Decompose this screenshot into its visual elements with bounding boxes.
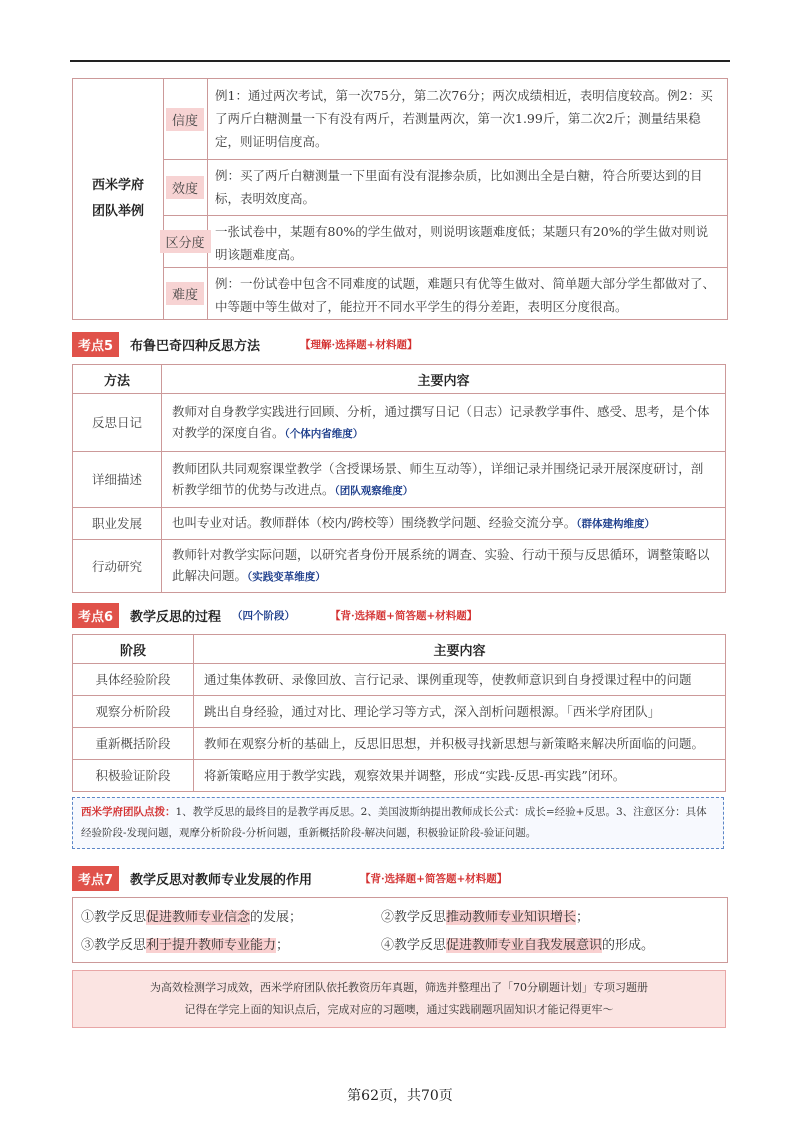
table-row bbox=[73, 728, 726, 760]
table-row bbox=[73, 664, 726, 696]
role-item-1: ①教学反思促进教师专业信念的发展； bbox=[81, 910, 303, 925]
method-name: 职业发展 bbox=[73, 508, 162, 540]
method-name: 反思日记 bbox=[73, 394, 162, 452]
col-header-content: 主要内容 bbox=[162, 365, 726, 394]
section6-tag: 考点6 bbox=[72, 603, 119, 628]
section7-tag: 考点7 bbox=[72, 866, 119, 891]
methods-table bbox=[72, 364, 726, 593]
practice-promo-box bbox=[72, 970, 726, 1028]
stage-content: 教师在观察分析的基础上，反思旧思想，并积极寻找新思想与新策略来解决所面临的问题。 bbox=[194, 728, 726, 760]
role-item-2: ②教学反思推动教师专业知识增长； bbox=[381, 910, 590, 925]
section5-note: 【理解·选择题+材料题】 bbox=[300, 339, 418, 351]
tip-text: 1、教学反思的最终目的是教学再反思。2、美国波斯纳提出教师成长公式：成长=经验+反思。3、注意区分：具体经验阶段-发现问题，观摩分析阶段-分析问题，重新概括阶段-解决问题，积极验证阶段-验证问题。 bbox=[81, 806, 707, 839]
roles-grid bbox=[72, 897, 728, 963]
stage-name: 观察分析阶段 bbox=[73, 696, 194, 728]
dimension-label: （实践变革维度） bbox=[247, 571, 326, 583]
stage-content: 通过集体教研、录像回放、言行记录、课例重现等，使教师意识到自身授课过程中的问题 bbox=[194, 664, 726, 696]
table-header-row bbox=[73, 635, 726, 664]
group-label bbox=[73, 79, 164, 319]
method-content: 也叫专业对话。教师群体（校内/跨校等）围绕教学问题、经验交流分享。（群体建构维度） bbox=[162, 508, 726, 540]
table-row bbox=[73, 760, 726, 792]
section6-title: 教学反思的过程 bbox=[130, 610, 222, 625]
table-header-row bbox=[73, 365, 726, 394]
stage-name: 具体经验阶段 bbox=[73, 664, 194, 696]
col-header-method: 方法 bbox=[73, 365, 162, 394]
stage-name: 积极验证阶段 bbox=[73, 760, 194, 792]
col-header-content: 主要内容 bbox=[194, 635, 726, 664]
section7-note: 【背·选择题+简答题+材料题】 bbox=[360, 873, 508, 885]
table-row bbox=[73, 394, 726, 452]
table-row bbox=[163, 159, 727, 216]
tip-label: 西米学府团队点拨： bbox=[81, 806, 176, 818]
dimension-label: （个体内省维度） bbox=[284, 427, 364, 440]
role-item-3: ③教学反思利于提升教师专业能力； bbox=[81, 938, 290, 953]
row-label-validity: 效度 bbox=[163, 159, 208, 215]
section6-note: 【背·选择题+简答题+材料题】 bbox=[330, 610, 478, 622]
method-name: 行动研究 bbox=[73, 540, 162, 593]
group-label-line2: 团队举例 bbox=[91, 204, 144, 219]
table-row bbox=[73, 452, 726, 508]
row-text: 例：买了两斤白糖测量一下里面有没有混掺杂质，比如测出全是白糖，符合所要达到的目标，表明效度高。 bbox=[215, 168, 703, 206]
section7-title: 教学反思对教师专业发展的作用 bbox=[130, 873, 313, 888]
example-table bbox=[72, 78, 728, 320]
section6-sub: （四个阶段） bbox=[232, 610, 295, 622]
row-text: 例：一份试卷中包含不同难度的试题，难题只有优等生做对、简单题大部分学生都做对了、中等题中等生做对了，能拉开不同水平学生的得分差距，表明区分度很高。 bbox=[215, 276, 716, 314]
table-row bbox=[163, 215, 727, 268]
group-label-line1: 西米学府 bbox=[91, 178, 144, 193]
row-label-reliability: 信度 bbox=[163, 79, 208, 159]
method-name: 详细描述 bbox=[73, 452, 162, 508]
col-header-stage: 阶段 bbox=[73, 635, 194, 664]
stage-content: 跳出自身经验，通过对比、理论学习等方式，深入剖析问题根源。「西米学府团队」 bbox=[194, 696, 726, 728]
method-content: 教师对自身教学实践进行回顾、分析，通过撰写日记（日志）记录教学事件、感受、思考，是个体对教学的深度自省。（个体内省维度） bbox=[162, 394, 726, 452]
row-label-discrimination: 区分度 bbox=[163, 215, 208, 267]
table-row bbox=[163, 267, 727, 319]
table-row bbox=[163, 79, 727, 160]
table-row bbox=[73, 508, 726, 540]
row-label-difficulty: 难度 bbox=[163, 267, 208, 319]
section5-title: 布鲁巴奇四种反思方法 bbox=[130, 339, 261, 354]
method-content: 教师团队共同观察课堂教学（含授课场景、师生互动等），详细记录并围绕记录开展深度研讨，剖析教学细节的优势与改进点。（团队观察维度） bbox=[162, 452, 726, 508]
table-row bbox=[73, 540, 726, 593]
dimension-label: （群体建构维度） bbox=[576, 518, 655, 530]
method-content: 教师针对教学实际问题，以研究者身份开展系统的调查、实验、行动干预与反思循环，调整策略以此解决问题。（实践变革维度） bbox=[162, 540, 726, 593]
tip-box bbox=[72, 797, 724, 849]
table-row bbox=[73, 696, 726, 728]
page-number: 第62页，共70页 bbox=[347, 1088, 453, 1104]
header-rule bbox=[70, 60, 730, 62]
row-text: 一张试卷中，某题有80%的学生做对，则说明该题难度低；某题只有20%的学生做对则说明该题难度高。 bbox=[215, 224, 709, 262]
stage-content: 将新策略应用于教学实践，观察效果并调整，形成“实践-反思-再实践”闭环。 bbox=[194, 760, 726, 792]
row-text: 例1：通过两次考试，第一次75分，第二次76分；两次成绩相近，表明信度较高。例2：买了两斤白糖测量一下有没有两斤，若测量两次，第一次1.99斤，第二次2斤；测量结果稳定，则证明信度高。 bbox=[215, 88, 713, 149]
dimension-label: （团队观察维度） bbox=[334, 484, 414, 497]
role-item-4: ④教学反思促进教师专业自我发展意识的形成。 bbox=[381, 938, 655, 953]
stage-name: 重新概括阶段 bbox=[73, 728, 194, 760]
promo-line2: 记得在学完上面的知识点后，完成对应的习题噢，通过实践刷题巩固知识才能记得更牢～ bbox=[184, 1003, 614, 1016]
section5-tag: 考点5 bbox=[72, 332, 119, 357]
promo-line1: 为高效检测学习成效，西米学府团队依托教资历年真题，筛选并整理出了「70分刷题计划」专项习题册 bbox=[150, 981, 648, 994]
stages-table bbox=[72, 634, 726, 792]
